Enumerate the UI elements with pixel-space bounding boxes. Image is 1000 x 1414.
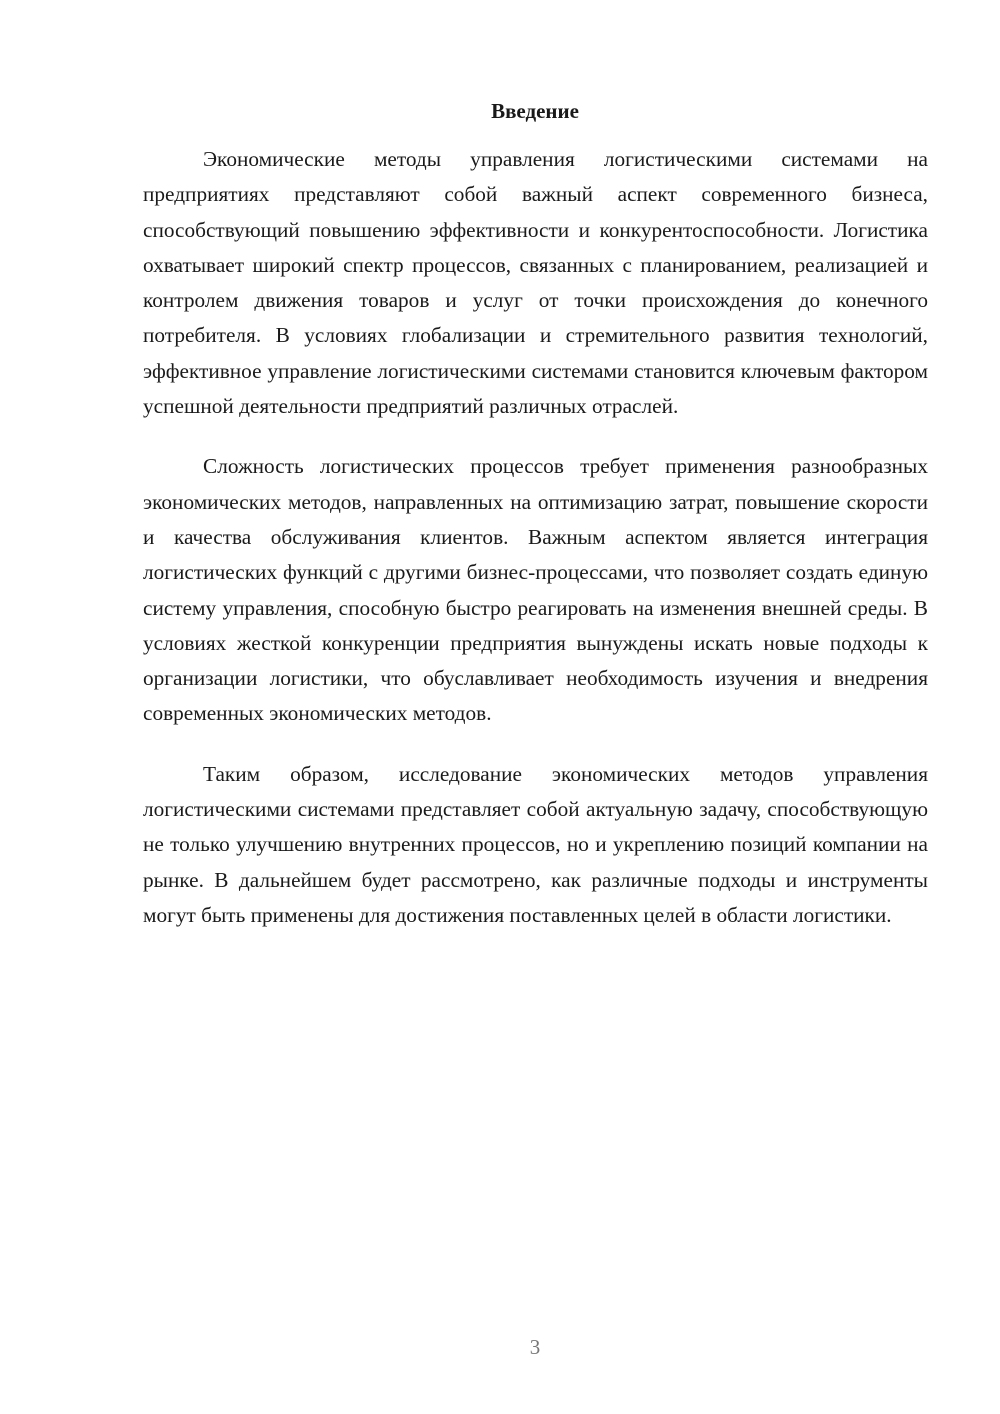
paragraph-2: Сложность логистических процессов требует применения разнообразных экономических методов, направленных на оптимизацию затрат, повышение скорости и качества обслуживания клиентов. Важным аспектом является интеграция логистических функций с другими бизнес-процессами, что позволяет создать единую систему управления, способную быстро реагировать на изменения внешней среды. В условиях жесткой конкуренции предприятия вынуждены искать новые подходы к организации логистики, что обуславливает необходимость изучения и внедрения современных экономических методов.: [143, 454, 928, 726]
section-heading: Введение: [491, 99, 579, 123]
page-number: 3: [529, 1335, 541, 1359]
body-text: [143, 142, 928, 958]
paragraph-1: Экономические методы управления логистическими системами на предприятиях представляют собой важный аспект современного бизнеса, способствующий повышению эффективности и конкурентоспособности. Логистика охватывает широкий спектр процессов, связанных с планированием, реализацией и контролем движения товаров и услуг от точки происхождения до конечного потребителя. В условиях глобализации и стремительного развития технологий, эффективное управление логистическими системами становится ключевым фактором успешной деятельности предприятий различных отраслей.: [143, 147, 928, 419]
paragraph-3: Таким образом, исследование экономических методов управления логистическими системами представляет собой актуальную задачу, способствующую не только улучшению внутренних процессов, но и укреплению позиций компании на рынке. В дальнейшем будет рассмотрено, как различные подходы и инструменты могут быть применены для достижения поставленных целей в области логистики.: [143, 761, 928, 927]
